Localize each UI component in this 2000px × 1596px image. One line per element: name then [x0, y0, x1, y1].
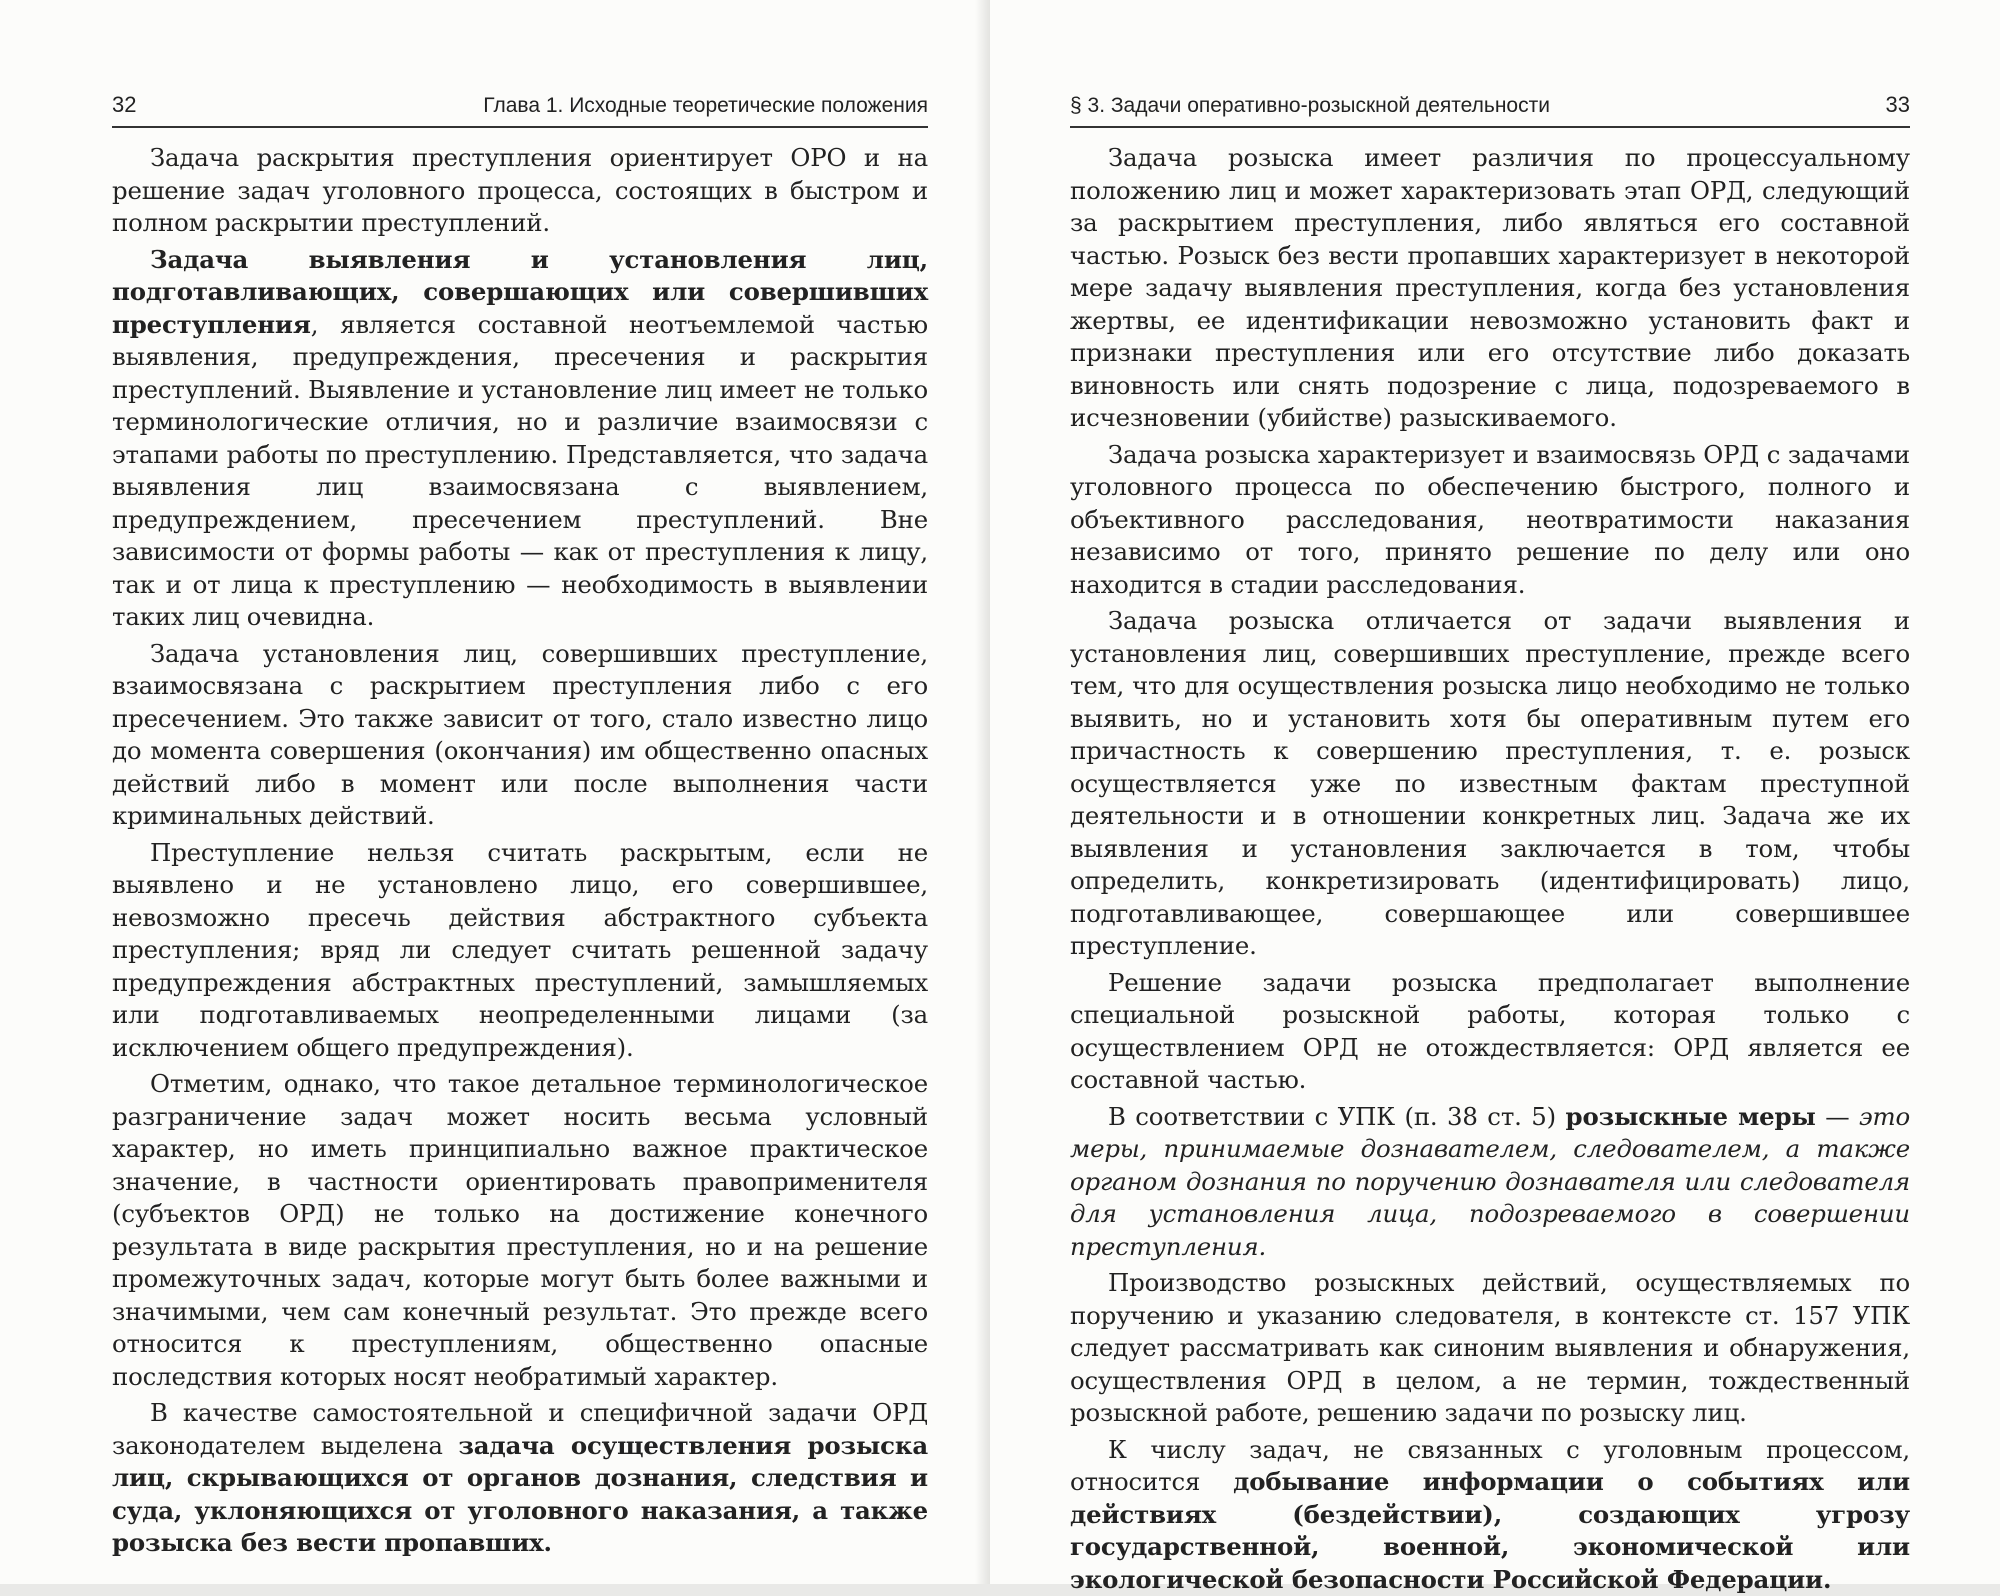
paragraph: Задача выявления и установления лиц, подготавливающих, совершающих или совершивших преступления, является составной неотъемлемой частью выявления, предупреждения, пресечения и раскрытия преступлений. Выявление и установление лиц имеет не только терминологические отличия, но и различие взаимосвязи с этапами работы по преступлению. Представляется, что задача выявления лиц взаимосвязана с выявлением, предупреждением, пресечением преступлений. Вне зависимости от формы работы — как от преступления к лицу, так и от лица к преступлению — необходимость в выявлении таких лиц очевидна. — [112, 244, 928, 634]
left-page-header — [112, 92, 928, 128]
bold-term: задача осуществления розыска лиц, скрывающихся от органов дознания, следствия и суда, уклоняющихся от уголовного наказания, а также розыска без вести пропавших. — [112, 1431, 928, 1558]
paragraph: Задача розыска имеет различия по процессуальному положению лиц и может характеризовать этап ОРД, следующий за раскрытием преступления, либо являться его составной частью. Розыск без вести пропавших характеризует в некоторой мере задачу выявления преступления, когда без установления жертвы, ее идентификации невозможно установить факт и признаки преступления или его отсутствие либо доказать виновность или снять подозрение с лица, подозреваемого в исчезновении (убийстве) разыскиваемого. — [1070, 142, 1910, 435]
right-page-header — [1070, 92, 1910, 128]
paragraph: Решение задачи розыска предполагает выполнение специальной розыскной работы, которая только с осуществлением ОРД не отождествляется: ОРД является ее составной частью. — [1070, 967, 1910, 1097]
bold-term: розыскные меры — [1566, 1102, 1816, 1131]
paragraph: К числу задач, не связанных с уголовным процессом, относится добывание информации о событиях или действиях (бездействии), создающих угрозу государственной, военной, экономической или экологической безопасности Российской Федерации. — [1070, 1434, 1910, 1596]
left-page-body — [112, 142, 928, 1560]
right-page-body — [1070, 142, 1910, 1596]
right-page — [990, 0, 2000, 1584]
left-running-head: Глава 1. Исходные теоретические положения — [483, 94, 928, 118]
paragraph: В качестве самостоятельной и специфичной задачи ОРД законодателем выделена задача осуществления розыска лиц, скрывающихся от органов дознания, следствия и суда, уклоняющихся от уголовного наказания, а также розыска без вести пропавших. — [112, 1397, 928, 1560]
bold-term: добывание информации о событиях или действиях (бездействии), создающих угрозу государственной, военной, экономической или экологической безопасности Российской Федерации. — [1070, 1467, 1910, 1594]
paragraph: Задача розыска отличается от задачи выявления и установления лиц, совершивших преступление, прежде всего тем, что для осуществления розыска лицо необходимо не только выявить, но и установить хотя бы оперативным путем его причастность к совершению преступления, т. е. розыск осуществляется уже по известным фактам преступной деятельности и в отношении конкретных лиц. Задача же их выявления и установления заключается в том, чтобы определить, конкретизировать (идентифицировать) лицо, подготавливающее, совершающее или совершившее преступление. — [1070, 605, 1910, 963]
right-running-head: § 3. Задачи оперативно-розыскной деятельности — [1070, 94, 1550, 118]
paragraph: Задача розыска характеризует и взаимосвязь ОРД с задачами уголовного процесса по обеспечению быстрого, полного и объективного расследования, неотвратимости наказания независимо от того, принято решение по делу или оно находится в стадии расследования. — [1070, 439, 1910, 602]
left-page — [0, 0, 990, 1584]
paragraph: Задача установления лиц, совершивших преступление, взаимосвязана с раскрытием преступления либо с его пресечением. Это также зависит от того, стало известно лицо до момента совершения (окончания) им общественно опасных действий либо в момент или после выполнения части криминальных действий. — [112, 638, 928, 833]
italic-definition: это меры, принимаемые дознавателем, следователем, а также органом дознания по поручению дознавателя или следователя для установления лица, подозреваемого в совершении преступления. — [1070, 1102, 1910, 1261]
paragraph: Производство розыскных действий, осуществляемых по поручению и указанию следователя, в контексте ст. 157 УПК следует рассматривать как синоним выявления и обнаружения, осуществления ОРД в целом, а не термин, тождественный розыскной работе, решению задачи по розыску лиц. — [1070, 1267, 1910, 1430]
paragraph: Задача раскрытия преступления ориентирует ОРО и на решение задач уголовного процесса, состоящих в быстром и полном раскрытии преступлений. — [112, 142, 928, 240]
paragraph: Преступление нельзя считать раскрытым, если не выявлено и не установлено лицо, его совершившее, невозможно пресечь действия абстрактного субъекта преступления; вряд ли следует считать решенной задачу предупреждения абстрактных преступлений, замышляемых или подготавливаемых неопределенными лицами (за исключением общего предупреждения). — [112, 837, 928, 1065]
left-page-number: 32 — [112, 92, 136, 118]
bold-term: Задача выявления и установления лиц, подготавливающих, совершающих или совершивших преступления — [112, 245, 928, 339]
right-page-number: 33 — [1886, 92, 1910, 118]
paragraph: Отметим, однако, что такое детальное терминологическое разграничение задач может носить весьма условный характер, но иметь принципиально важное практическое значение, в частности ориентировать правоприменителя (субъектов ОРД) не только на достижение конечного результата в виде раскрытия преступления, но и на решение промежуточных задач, которые могут быть более важными и значимыми, чем сам конечный результат. Это прежде всего относится к преступлениям, общественно опасные последствия которых носят необратимый характер. — [112, 1068, 928, 1393]
paragraph: В соответствии с УПК (п. 38 ст. 5) розыскные меры — это меры, принимаемые дознавателем, следователем, а также органом дознания по поручению дознавателя или следователя для установления лица, подозреваемого в совершении преступления. — [1070, 1101, 1910, 1264]
